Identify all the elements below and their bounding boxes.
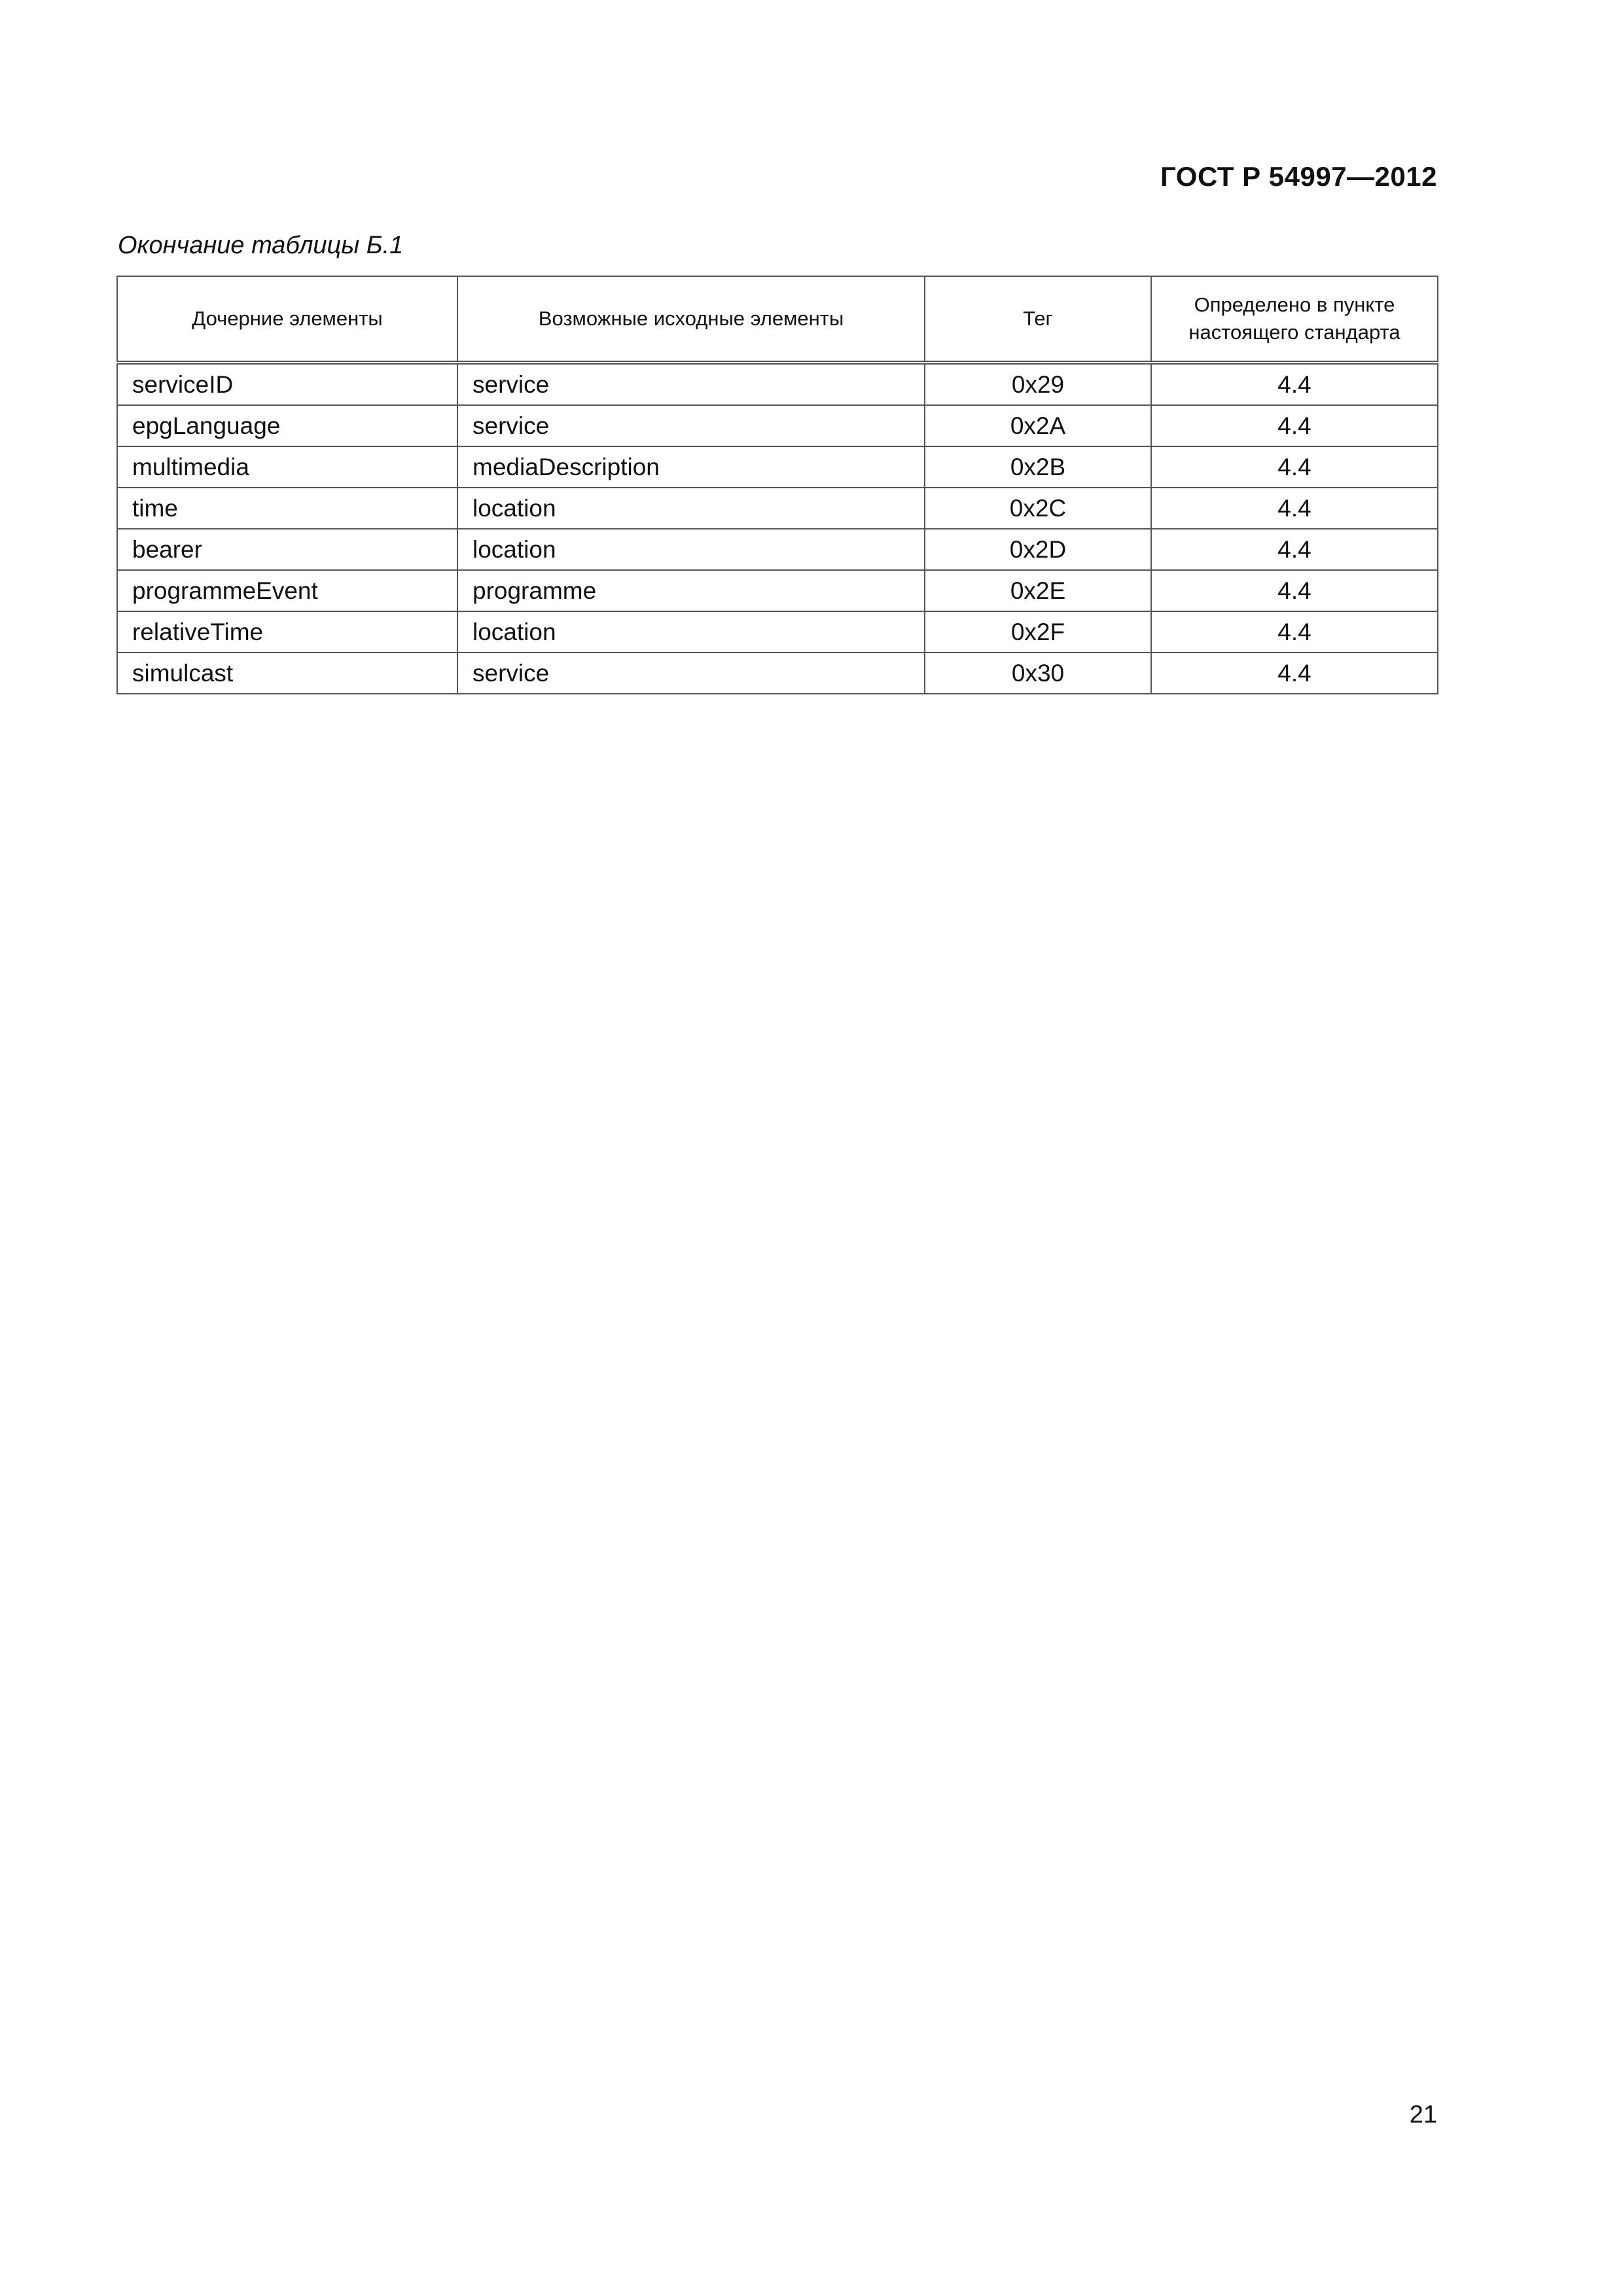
- tag-cell: 0x2B: [925, 446, 1151, 488]
- child-element-cell: relativeTime: [117, 611, 457, 653]
- clause-cell: 4.4: [1151, 570, 1438, 611]
- clause-cell: 4.4: [1151, 405, 1438, 446]
- child-element-cell: epgLanguage: [117, 405, 457, 446]
- tag-cell: 0x30: [925, 653, 1151, 694]
- tag-cell: 0x2D: [925, 529, 1151, 570]
- child-element-cell: bearer: [117, 529, 457, 570]
- parent-element-cell: service: [457, 405, 925, 446]
- parent-element-cell: mediaDescription: [457, 446, 925, 488]
- table-row: [117, 446, 1438, 488]
- child-element-cell: multimedia: [117, 446, 457, 488]
- tag-cell: 0x29: [925, 363, 1151, 405]
- clause-cell: 4.4: [1151, 363, 1438, 405]
- table-header: [117, 276, 1438, 363]
- parent-element-cell: location: [457, 488, 925, 529]
- table-row: [117, 611, 1438, 653]
- child-element-cell: time: [117, 488, 457, 529]
- table-caption: Окончание таблицы Б.1: [118, 232, 404, 259]
- document-code: ГОСТ Р 54997—2012: [1160, 161, 1437, 192]
- parent-element-cell: service: [457, 363, 925, 405]
- tag-cell: 0x2C: [925, 488, 1151, 529]
- clause-cell: 4.4: [1151, 653, 1438, 694]
- tag-cell: 0x2E: [925, 570, 1151, 611]
- parent-element-cell: programme: [457, 570, 925, 611]
- elements-table: [116, 276, 1438, 694]
- child-element-cell: simulcast: [117, 653, 457, 694]
- child-element-cell: programmeEvent: [117, 570, 457, 611]
- column-header-tag: Тег: [925, 276, 1151, 363]
- table-body: [117, 363, 1438, 694]
- clause-cell: 4.4: [1151, 529, 1438, 570]
- tag-cell: 0x2A: [925, 405, 1151, 446]
- clause-cell: 4.4: [1151, 488, 1438, 529]
- child-element-cell: serviceID: [117, 363, 457, 405]
- parent-element-cell: location: [457, 529, 925, 570]
- table-row: [117, 653, 1438, 694]
- parent-element-cell: service: [457, 653, 925, 694]
- table-row: [117, 529, 1438, 570]
- table-row: [117, 488, 1438, 529]
- clause-cell: 4.4: [1151, 611, 1438, 653]
- table-row: [117, 363, 1438, 405]
- column-header-child-elements: Дочерние элементы: [117, 276, 457, 363]
- table-row: [117, 405, 1438, 446]
- column-header-defined-in-clause: Определено в пункте настоящего стандарта: [1151, 276, 1438, 363]
- table-row: [117, 570, 1438, 611]
- page-number: 21: [1409, 2101, 1437, 2128]
- column-header-parent-elements: Возможные исходные элементы: [457, 276, 925, 363]
- tag-cell: 0x2F: [925, 611, 1151, 653]
- parent-element-cell: location: [457, 611, 925, 653]
- header-row: [117, 276, 1438, 363]
- clause-cell: 4.4: [1151, 446, 1438, 488]
